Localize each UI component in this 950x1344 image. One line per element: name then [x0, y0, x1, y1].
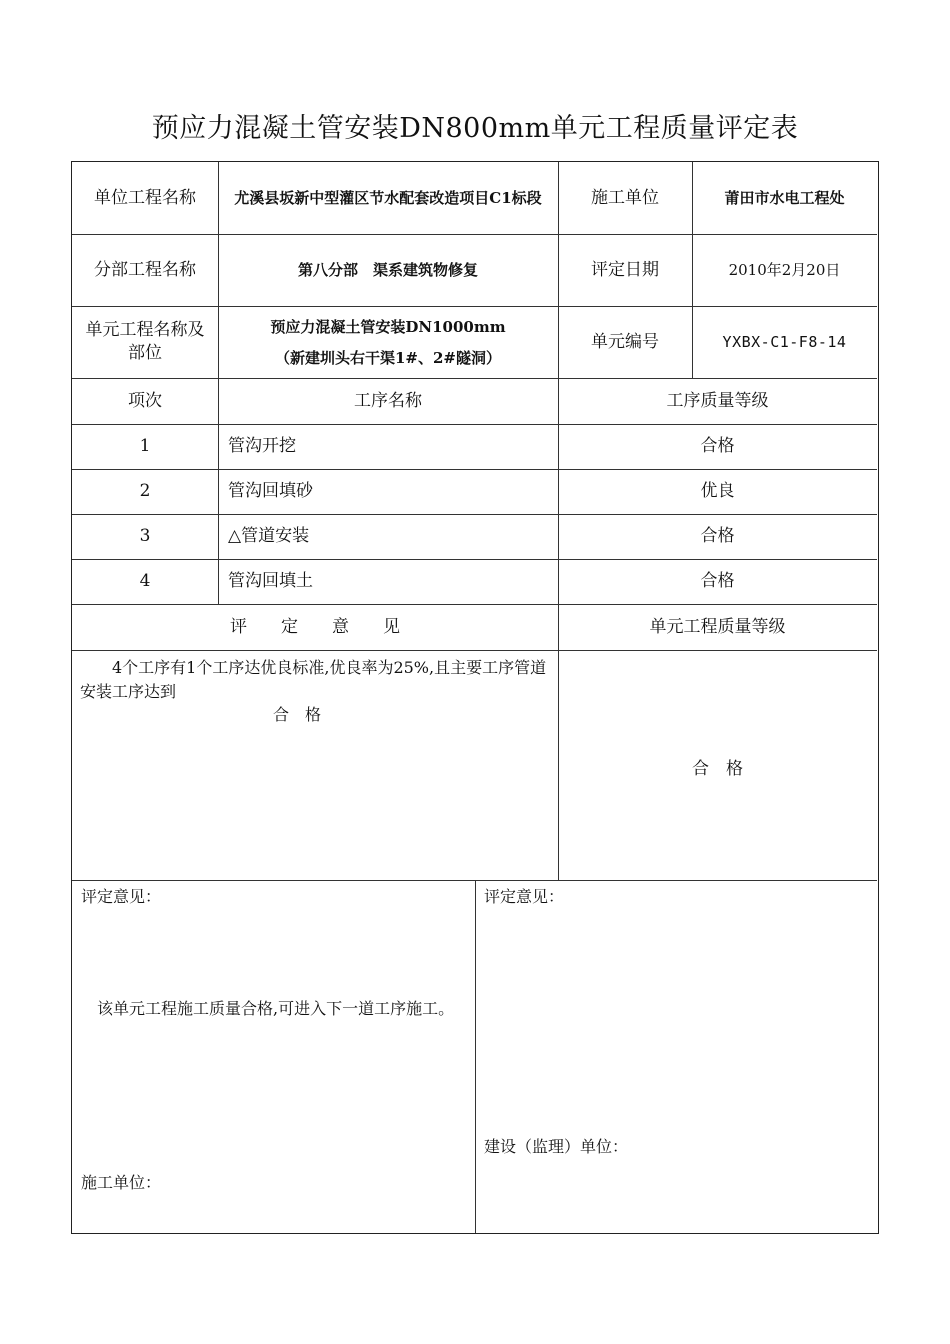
row-process-name: △管道安装: [228, 526, 310, 547]
row-index: 3: [139, 526, 151, 547]
element-grade-header: 单元工程质量等级: [649, 616, 786, 637]
row-process-grade: 合格: [700, 526, 735, 547]
division-value: 第八分部 渠系建筑物修复: [297, 260, 478, 279]
left-unit-label: 施工单位：: [81, 1173, 162, 1192]
code-label: 单元编号: [591, 331, 659, 352]
contractor-value: 莆田市水电工程处: [724, 188, 845, 207]
date-label: 评定日期: [591, 259, 659, 280]
date-value: 2010年2月20日: [728, 260, 841, 279]
page-title: 预应力混凝土管安装DN800mm单元工程质量评定表: [151, 113, 799, 144]
opinion-text: 4个工序有1个工序达优良标准,优良率为25%,且主要工序管道安装工序达到: [80, 658, 547, 701]
row-process-grade: 合格: [700, 571, 735, 592]
unit-project-label: 单位工程名称: [94, 187, 196, 208]
row-index: 2: [139, 481, 151, 502]
col-index-header: 项次: [128, 390, 162, 411]
opinion-header: 评 定 意 见: [230, 616, 400, 637]
col-name-header: 工序名称: [354, 390, 422, 411]
unit-project-value: 尤溪县坂新中型灌区节水配套改造项目C1标段: [234, 188, 542, 207]
left-opinion-label: 评定意见：: [81, 887, 162, 906]
element-grade-value: 合 格: [692, 758, 743, 779]
row-process-name: 管沟回填砂: [228, 481, 313, 502]
opinion-result: 合 格: [272, 705, 321, 725]
division-label: 分部工程名称: [94, 259, 196, 280]
evaluation-form: [71, 161, 879, 1234]
code-value: YXBX-C1-F8-14: [722, 332, 847, 351]
row-process-name: 管沟回填土: [228, 571, 313, 592]
right-unit-label: 建设（监理）单位：: [484, 1137, 629, 1156]
right-opinion-label: 评定意见：: [484, 887, 565, 906]
col-grade-header: 工序质量等级: [666, 390, 769, 411]
left-opinion-text: 该单元工程施工质量合格,可进入下一道工序施工。: [97, 999, 455, 1018]
element-value-line2: （新建圳头右干渠1#、2#隧洞）: [274, 348, 501, 367]
contractor-label: 施工单位: [591, 187, 659, 208]
element-label: 单元工程名称及部位: [85, 320, 205, 363]
row-index: 1: [139, 436, 151, 457]
element-value-line1: 预应力混凝土管安装DN1000mm: [270, 317, 506, 336]
row-process-grade: 合格: [700, 436, 735, 457]
row-process-name: 管沟开挖: [228, 436, 296, 457]
row-process-grade: 优良: [700, 481, 735, 502]
row-index: 4: [139, 571, 151, 592]
